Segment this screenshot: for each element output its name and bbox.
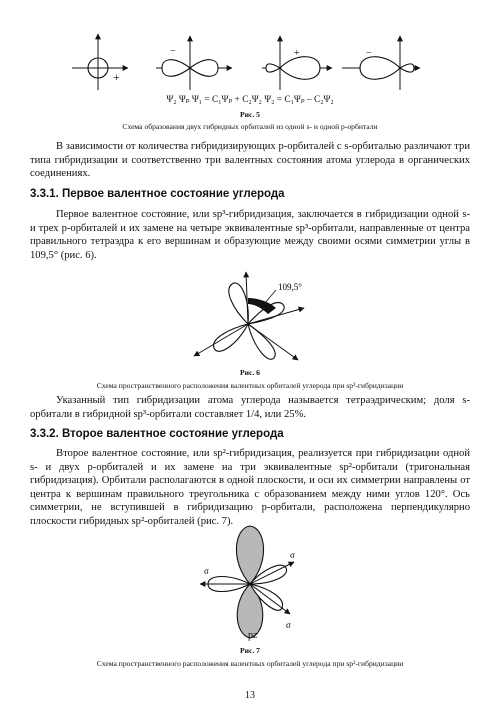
figure-5-formula: Ψ₂ Ψₚ Ψ₁ = C₁Ψₚ + C₂Ψ₂ Ψ₂ = C₁Ψₚ – C₂Ψ₂ — [166, 95, 334, 105]
minus-sign: − — [366, 48, 372, 59]
figure-5-caption: Схема образования двух гибридных орбиталей из одной s- и одной p-орбитали — [122, 122, 378, 131]
sigma-label-left: σ — [204, 566, 209, 576]
section-3-3-1-paragraph: Первое валентное состояние, или sp³-гибридизация, заключается в гибридизации одной s- и трех p-орбиталей и их замене на четыре эквивалентные sp³-орбитали, направленные от центра правильного тетраэдра к его вершинам и образующие между своими осями симметрии углы в 109,5° (рис. 6). — [30, 209, 470, 261]
figure-7-pz-label: pz — [248, 630, 258, 641]
sigma-label-lower-right: σ — [286, 620, 291, 630]
section-3-3-1-paragraph-2: Указанный тип гибридизации атома углерода называется тетраэдрическим; доля s-орбитали в гибридной sp³-орбитали составляет 1/4, или 25%. — [30, 395, 470, 420]
sigma-label-upper-right: σ — [290, 550, 295, 560]
figure-7-label: Рис. 7 — [240, 646, 260, 655]
figure-5-diagram — [70, 28, 440, 96]
hybrid-orbital-1 — [262, 36, 332, 90]
section-3-3-2-heading: 3.3.2. Второе валентное состояние углерода — [30, 428, 284, 440]
figure-6-caption: Схема пространственного расположения валентных орбиталей углерода при sp³-гибридизации — [96, 381, 404, 390]
figure-5-label: Рис. 5 — [240, 110, 260, 119]
figure-6-diagram — [180, 268, 330, 364]
plus-sign: + — [294, 48, 300, 59]
figure-7-caption: Схема пространственного расположения валентных орбиталей углерода при sp²-гибридизации — [96, 659, 404, 668]
hybrid-orbital-2 — [342, 36, 420, 90]
intro-paragraph: В зависимости от количества гибридизирующих p-орбиталей с s-орбиталью различают три типа гибридизации и соответственно три валентных состояния атома углерода в органических соединениях. — [30, 141, 470, 180]
section-3-3-2-paragraph: Второе валентное состояние, или sp²-гибридизация, реализуется при гибридизации одной s- и двух p-орбиталей и их замене на три эквивалентные sp²-орбитали (тригональная гибридизация). Орбитали располагаются в одной плоскости, и оси их симметрии направлены от центра к вершинам правильного треугольника с образованием между ними углов 120°. Ось симметрии, не вступившей в гибридизацию p-орбитали, расположена перпендикулярно плоскости гибридных sp²-орбиталей (рис. 7). — [30, 448, 470, 527]
p-orbital — [156, 36, 232, 90]
section-3-3-1-heading: 3.3.1. Первое валентное состояние углерода — [30, 188, 285, 200]
minus-sign: − — [170, 46, 176, 57]
page-number: 13 — [245, 690, 255, 701]
figure-6-angle-label: 109,5° — [278, 282, 302, 292]
figure-6-label: Рис. 6 — [240, 368, 260, 377]
figure-7-diagram — [190, 522, 310, 644]
plus-sign: + — [113, 70, 120, 84]
